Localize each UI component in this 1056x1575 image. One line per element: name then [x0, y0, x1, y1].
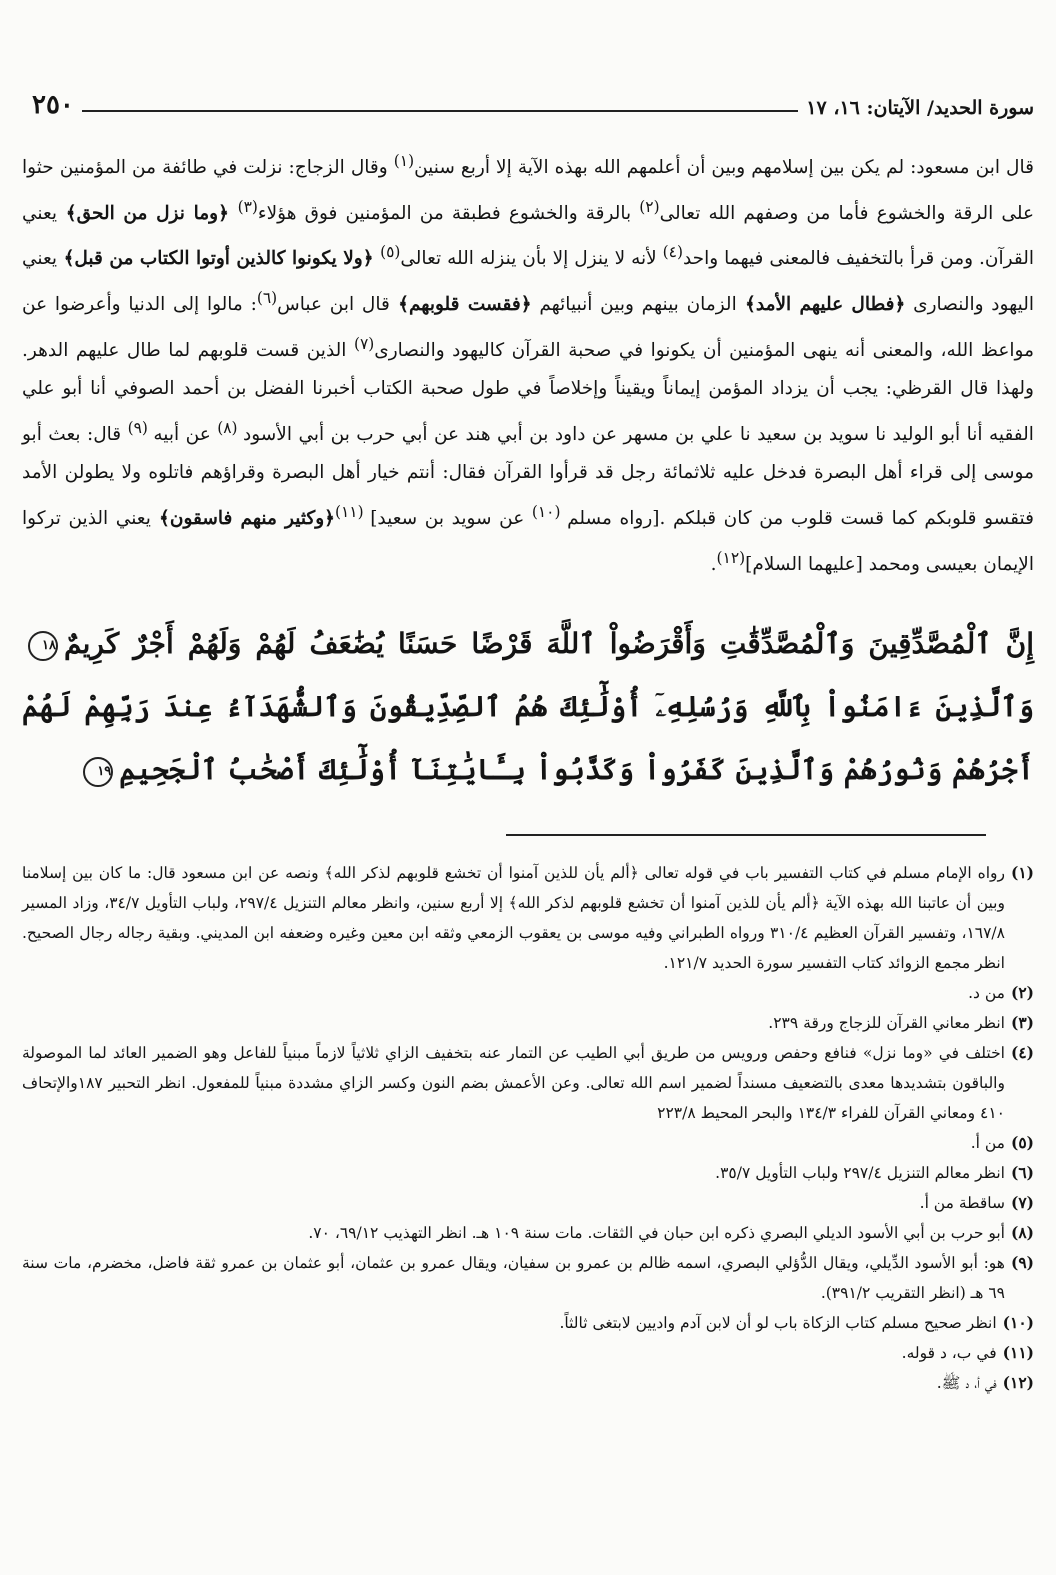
- quran-quote: ﴿وما نزل من الحق﴾: [57, 202, 238, 224]
- footnote-text: من د.: [968, 984, 1005, 1002]
- text-segment: الزمان بينهم وبين أنبيائهم: [531, 294, 737, 316]
- text-segment: عن أبيه: [153, 423, 218, 445]
- footnote-number: (١٠): [1002, 1313, 1034, 1332]
- running-header: [22, 78, 1034, 118]
- footnote: [22, 1218, 1034, 1248]
- footnote-ref: (١٠): [531, 502, 568, 521]
- footnote-text: رواه الإمام مسلم في كتاب التفسير باب في قوله تعالى ﴿ألم يأن للذين آمنوا أن تخشع قلوبهم لذكر الله﴾ ونصه عن ابن مسعود قال: ما كان بين إسلامنا وبين أن عاتبنا الله بهذه الآية ﴿ألم يأن للذين آمنوا أن تخشع قلوبهم لذكر الله﴾ إلا أربع سنين، وانظر معالم التنزيل ٢٩٧/٤، ولباب التأويل ٣٤/٧، وزاد المسير ١٦٧/٨، وتفسير القرآن العظيم ٣١٠/٤ ورواه الطبراني وفيه موسى بن يعقوب الزمعي وثقه ابن معين وغيره وضعفه ابن المديني. وبقية رجاله رجال الصحيح. انظر مجمع الزوائد كتاب التفسير سورة الحديد ١٢١/٧.: [22, 864, 1005, 972]
- text-segment: يعني اليهود والنصارى: [22, 248, 1034, 316]
- footnote-text: هو: أبو الأسود الدِّيلي، ويقال الدُّؤلي البصري، اسمه ظالم بن عمرو بن سفيان، ويقال عمرو بن عثمان، أبو عثمان بن عمرو ثقة فاضل، مخضرم، مات سنة ٦٩ هـ (انظر التقريب ٣٩١/٢).: [22, 1254, 1005, 1302]
- footnote-ref: (٤): [662, 243, 683, 262]
- footnote: [22, 978, 1034, 1008]
- footnote-number: (٢): [1010, 983, 1034, 1002]
- footnote: [22, 1308, 1034, 1338]
- footnote: [22, 1368, 1034, 1398]
- footnote-text: اختلف في «وما نزل» فنافع وحفص ورويس من طريق أبي الطيب عن التمار عنه بتخفيف الزاي ثلاثياً لازماً مبنياً للفاعل وهو الضمير العائد لما الموصولة والباقون بتشديدها معدى بالتضعيف مسنداً لضمير اسم الله تعالى. وعن الأعمش بضم النون وكسر الزاي مشددة مبنياً للمفعول. انظر التحبير ١٨٧والإتحاف ٤١٠ ومعاني القرآن للفراء ١٣٤/٣ والبحر المحيط ٢٢٣/٨: [22, 1044, 1005, 1122]
- verse-text: إِنَّ ٱلْمُصَّدِّقِينَ وَٱلْمُصَّدِّقَٰتِ وَأَقْرَضُواْ ٱللَّهَ قَرْضًا حَسَنًا يُضَٰعَفُ لَهُمْ وَلَهُمْ أَجْرٌ كَرِيمٌ: [64, 627, 1034, 660]
- footnote-separator: [506, 834, 986, 836]
- footnote-number: (٥): [1010, 1133, 1034, 1152]
- quran-quote: ﴿ولا يكونوا كالذين أوتوا الكتاب من قبل﴾: [57, 248, 381, 270]
- footnote-number: (٧): [1010, 1193, 1034, 1212]
- footnote-ref: (١٢): [716, 548, 746, 567]
- footnote-text: انظر معالم التنزيل ٢٩٧/٤ ولباب التأويل ٣٥/٧.: [715, 1164, 1005, 1182]
- quran-quote: ﴿فطال عليهم الأمد﴾: [736, 294, 906, 316]
- footnote-number: (١٢): [1002, 1373, 1034, 1392]
- footnote: [22, 1128, 1034, 1158]
- footnote-number: (٦): [1010, 1163, 1034, 1182]
- footnote: [22, 1008, 1034, 1038]
- text-segment: يعني الذين تركوا الإيمان بعيسى ومحمد [عليهما السلام]: [22, 508, 1034, 575]
- page-number: ٢٥٠: [32, 90, 74, 120]
- header-rule: [82, 110, 798, 112]
- footnote-text: ساقطة من أ.: [919, 1194, 1005, 1212]
- quran-quote: ﴿فقست قلوبهم﴾: [389, 294, 532, 316]
- footnote-ref: (٧): [353, 334, 375, 353]
- text-segment: : مالوا إلى الدنيا وأعرضوا عن مواعظ الله، والمعنى أنه ينهى المؤمنين أن يكونوا في صحبة القرآن كاليهود والنصارى: [22, 294, 1034, 361]
- footnote-ref: (٩): [127, 418, 154, 437]
- text-segment: قال ابن مسعود: لم يكن بين إسلامهم وبين أن أعلمهم الله بهذه الآية إلا أربع سنين: [414, 157, 1034, 179]
- footnote-ref: (٨): [217, 418, 243, 437]
- footnote-ref: (٦): [256, 288, 278, 307]
- footnote-number: (٨): [1010, 1223, 1034, 1242]
- footnotes: [22, 858, 1034, 1398]
- quran-verses: [22, 612, 1034, 801]
- text-segment: يعني القرآن. ومن قرأ بالتخفيف فالمعنى فيهما واحد: [22, 202, 1034, 270]
- footnote-ref: (٥): [380, 243, 401, 262]
- footnote-number: (٤): [1010, 1043, 1034, 1062]
- text-segment: لأنه لا ينزل إلا بأن ينزله الله تعالى: [400, 248, 663, 270]
- quran-quote: ﴿وكثير منهم فاسقون﴾: [150, 508, 335, 530]
- footnote: [22, 1338, 1034, 1368]
- text-segment: عن سويد بن سعيد]: [370, 508, 532, 530]
- ayah-number-marker: ١٨: [28, 631, 58, 661]
- footnote: [22, 1038, 1034, 1128]
- footnote: [22, 1158, 1034, 1188]
- commentary-paragraph: [22, 142, 1034, 584]
- footnote-text: في ب، د قوله.: [901, 1344, 997, 1362]
- footnote: [22, 1248, 1034, 1308]
- ayah-number-marker: ١٩: [83, 757, 113, 787]
- footnote-ref: (١): [393, 152, 415, 170]
- text-segment: قال ابن عباس: [277, 294, 390, 316]
- footnote: [22, 858, 1034, 978]
- text-segment: قال: بعث أبو موسى إلى قراء أهل البصرة فدخل عليه ثلاثمائة رجل قد قرأوا القرآن فقال: أنتم خيار أهل البصرة وقراؤهم فاتلوه ولا يطولن الأمد فتقسو قلوبكم كما قست قلوب من كان قبلكم .[رواه مسلم: [22, 423, 1034, 530]
- text-segment: .: [710, 553, 717, 575]
- footnote-ref: (٣): [237, 197, 258, 216]
- footnote-text: انظر معاني القرآن للزجاج ورقة ٢٣٩.: [768, 1014, 1005, 1032]
- footnote-ref: (١١): [335, 502, 371, 521]
- footnote-number: (٣): [1010, 1013, 1034, 1032]
- text-segment: بالرقة والخشوع فطبقة من المؤمنين فوق هؤلاء: [257, 202, 640, 224]
- footnote-number: (٩): [1010, 1253, 1034, 1272]
- footnote-text: أبو حرب بن أبي الأسود الديلي البصري ذكره ابن حبان في الثقات. مات سنة ١٠٩ هـ. انظر التهذيب ٦٩/١٢، ٧٠.: [308, 1224, 1005, 1242]
- footnote-ref: (٢): [639, 197, 660, 216]
- surah-title: سورة الحديد/ الآيتان: ١٦، ١٧: [806, 97, 1034, 119]
- footnote-number: (١): [1010, 863, 1034, 882]
- commentary-text: [22, 142, 1034, 584]
- verse-text: وَٱلَّذِينَ ءَامَنُواْ بِٱللَّهِ وَرُسُلِهِۦٓ أُوْلَٰٓئِكَ هُمُ ٱلصِّدِّيقُونَ وَٱلشُّهَدَآءُ عِندَ رَبِّهِمْ لَهُمْ أَجْرُهُمْ وَنُورُهُمْ وَٱلَّذِينَ كَفَرُواْ وَكَذَّبُواْ بِـَٔايَٰتِنَآ أُوْلَٰٓئِكَ أَصْحَٰبُ ٱلْجَحِيمِ: [22, 690, 1034, 786]
- footnote-text: انظر صحيح مسلم كتاب الزكاة باب لو أن لابن آدم واديين لابتغى ثالثاً.: [559, 1314, 997, 1332]
- text-segment: الذين قست قلوبهم لما طال عليهم الدهر. ولهذا قال القرظي: يجب أن يزداد المؤمن إيماناً ويقيناً وإخلاصاً في طول صحبة الكتاب أخبرنا الفضل بن أحمد الصوفي أنا أبو علي الفقيه أنا أبو الوليد نا سويد بن سعيد نا علي بن مسهر عن داود بن أبي هند عن أبي حرب بن أبي الأسود: [22, 339, 1034, 445]
- footnote-text: في أ، د ﷺ.: [936, 1374, 997, 1392]
- footnote-text: من أ.: [970, 1134, 1005, 1152]
- footnote-number: (١١): [1002, 1343, 1034, 1362]
- footnote: [22, 1188, 1034, 1218]
- text-segment: وقال الزجاج: نزلت في طائفة من المؤمنين حثوا على الرقة والخشوع فأما من وصفهم الله تعالى: [22, 157, 1034, 224]
